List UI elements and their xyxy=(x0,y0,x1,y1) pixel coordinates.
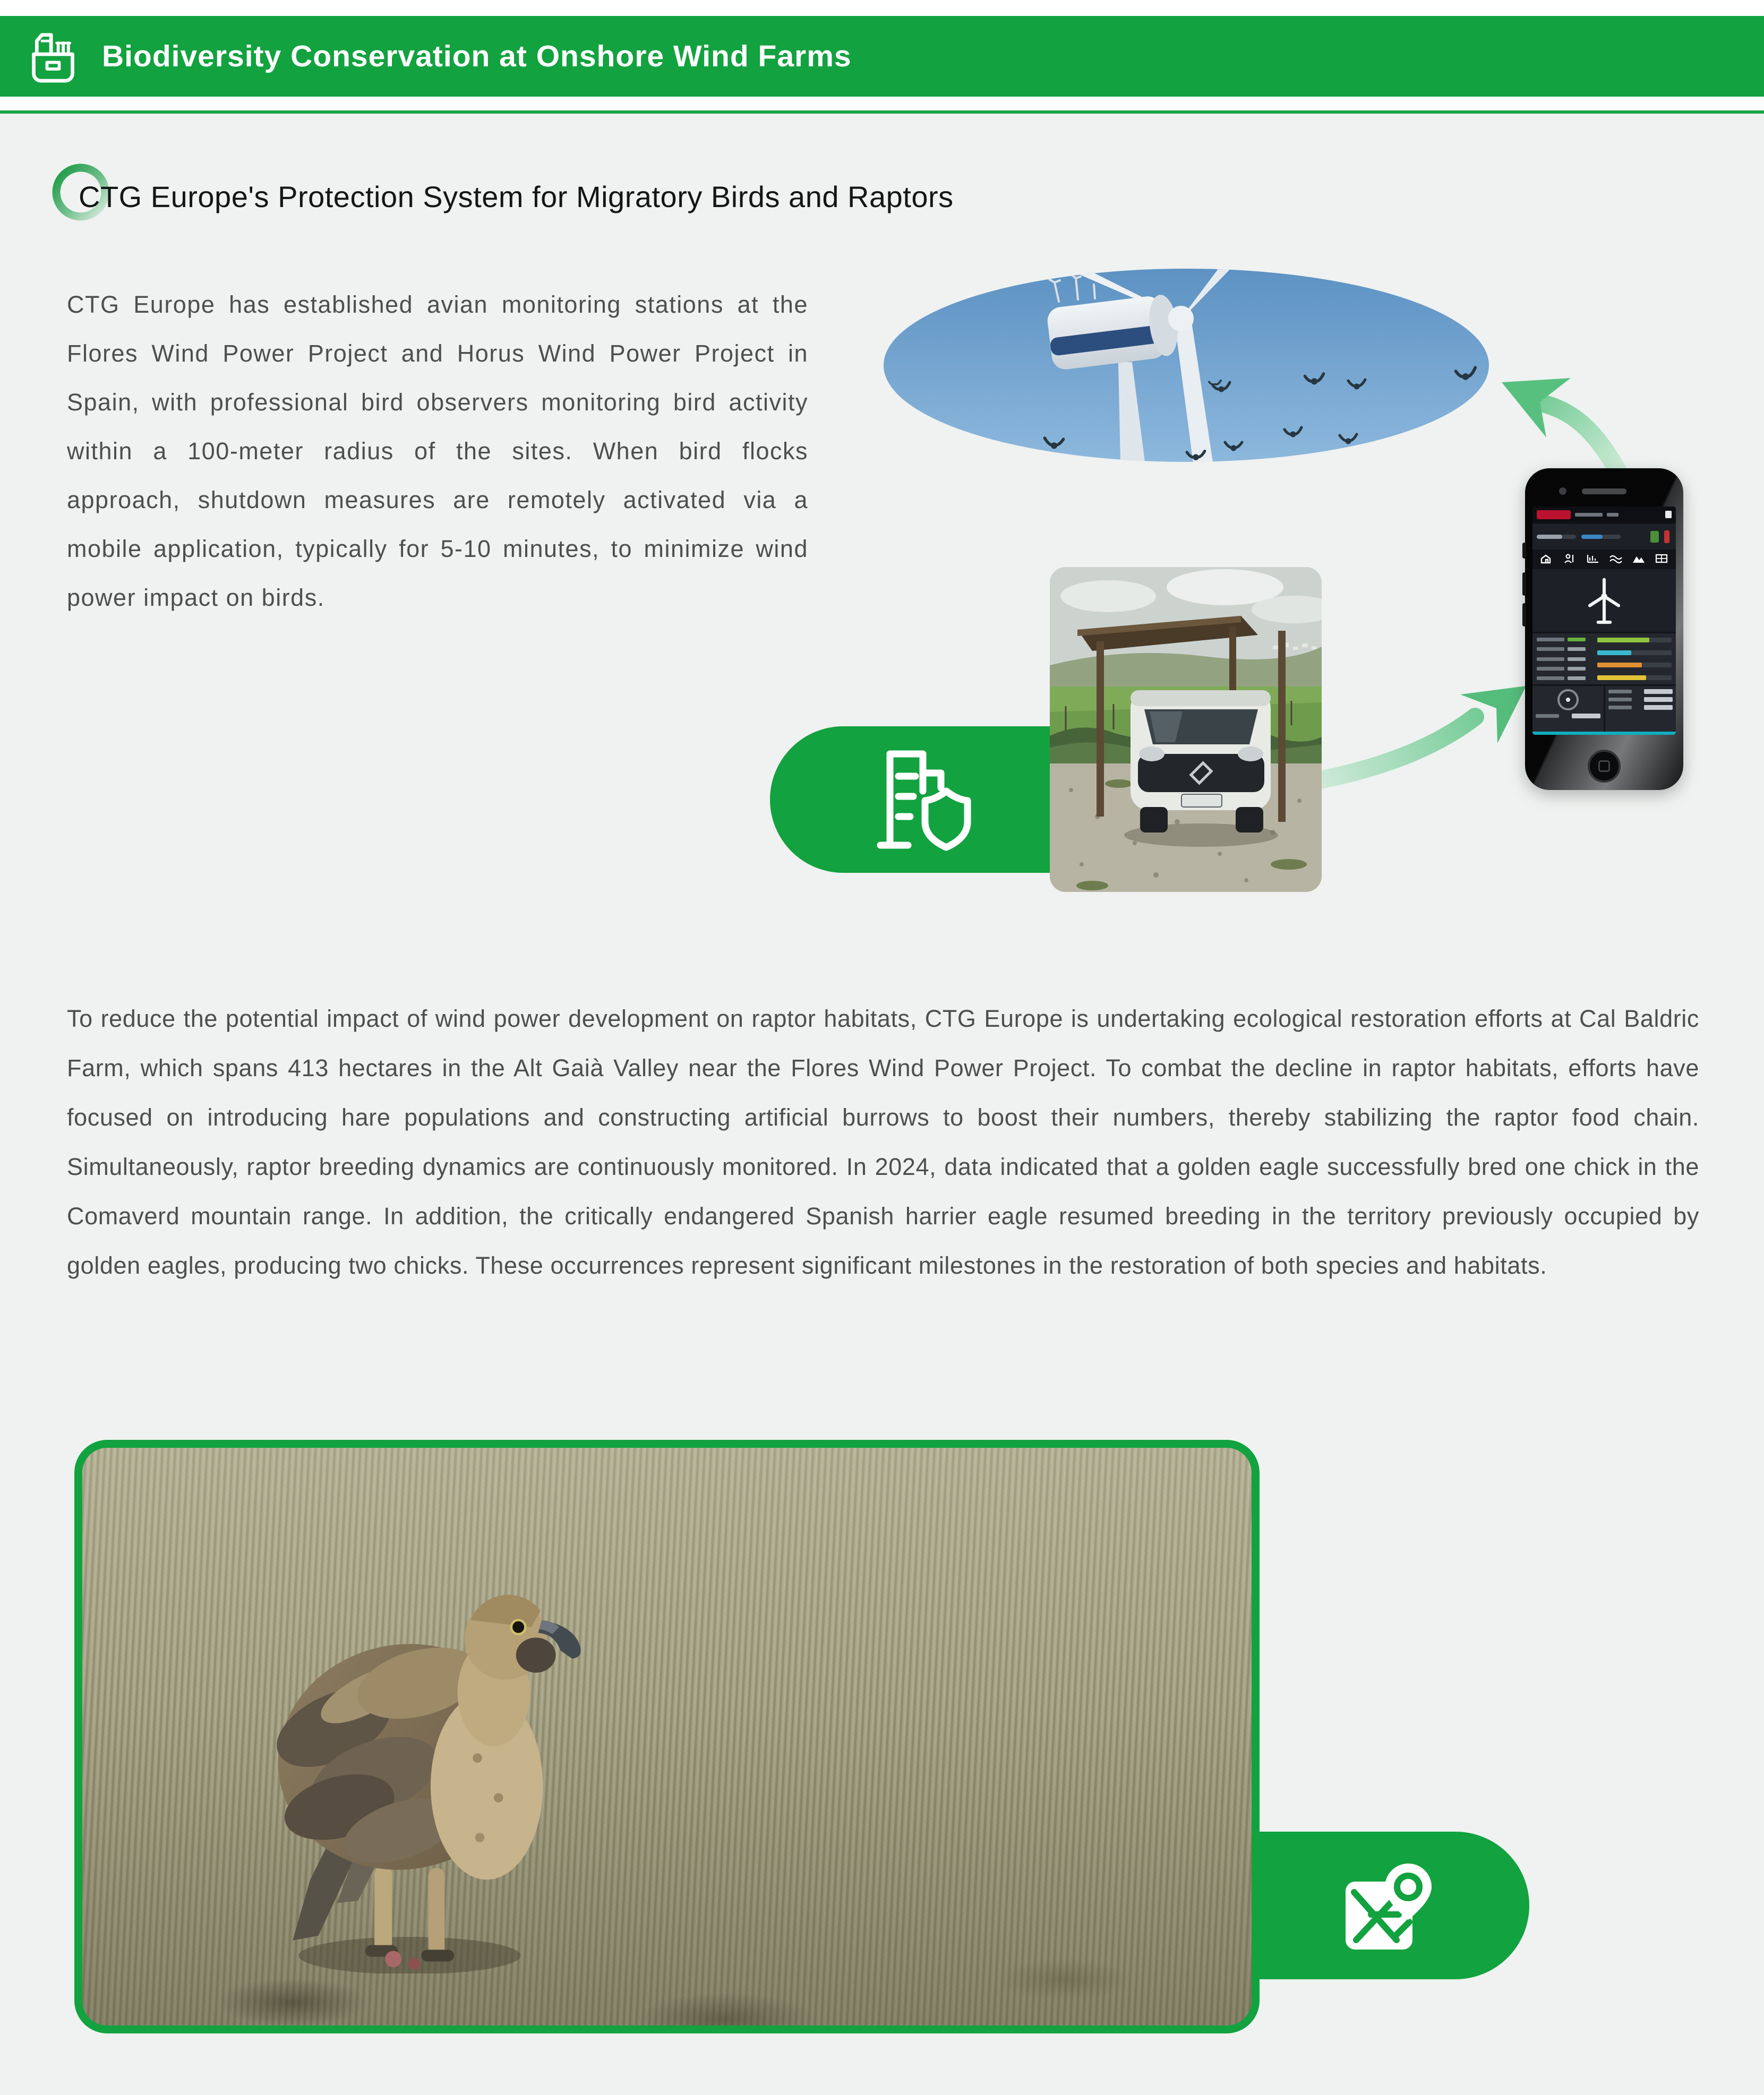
phone-side-button xyxy=(1522,543,1526,559)
app-subtitle-placeholder xyxy=(1607,513,1619,517)
paragraph-monitoring: CTG Europe has established avian monitoring stations at the Flores Wind Power Project and Horus Wind Power Project in Spain, with professional bird observers monitoring bird activity within a 100-meter radius of the sites. When bird flocks approach, shutdown measures are remotely activated via a mobile application, typically for 5-10 minutes, to minimize wind power impact on birds. xyxy=(67,291,808,611)
turbine-view-panel xyxy=(1532,569,1676,632)
wind-turbine-icon xyxy=(1579,573,1630,628)
turbine-status-icon xyxy=(1650,531,1659,543)
header-bar xyxy=(0,16,1764,97)
stat-bar-yellow xyxy=(1597,675,1672,680)
document-shield-icon xyxy=(874,745,975,854)
phone-camera-dot xyxy=(1559,487,1566,495)
map-location-icon xyxy=(1334,1851,1440,1960)
golden-eagle-illustration xyxy=(199,1552,597,1973)
stat-bar-orange xyxy=(1597,663,1672,667)
section-title: CTG Europe's Protection System for Migratory Birds and Raptors xyxy=(79,180,954,213)
phone-speaker xyxy=(1582,488,1626,494)
app-bottom-nav xyxy=(1532,732,1676,735)
header-divider-line xyxy=(0,110,1764,114)
values-panel xyxy=(1605,686,1676,732)
phone-side-button xyxy=(1522,603,1526,626)
gauge-panel xyxy=(1532,686,1604,732)
map-location-badge xyxy=(1248,1832,1529,1979)
phone-side-button xyxy=(1522,572,1526,596)
progress-bar xyxy=(1537,535,1576,539)
alert-status-icon xyxy=(1664,530,1669,543)
app-icon-row xyxy=(1532,549,1676,568)
panel-icon[interactable] xyxy=(1655,553,1668,564)
paragraph-restoration: To reduce the potential impact of wind power development on raptor habitats, CTG Europe is undertaking ecological restoration efforts at Cal Baldric Farm, which spans 413 hectares in the Alt Gaià Valley near the Flores Wind Power Project. To combat the decline in raptor habitats, efforts have focused on introducing hare populations and constructing artificial burrows to boost their numbers, thereby stabilizing the raptor food chain. Simultaneously, raptor breeding dynamics are continuously monitored. In 2024, data indicated that a golden eagle successfully bred one chick in the Comaverd mountain range. In addition, the critically endangered Spanish harrier eagle resumed breeding in the territory previously occupied by golden eagles, producing two chicks. These occurrences represent significant milestones in the restoration of both species and habitats. xyxy=(67,1005,1699,1279)
home-icon[interactable] xyxy=(1540,553,1554,564)
progress-bar xyxy=(1581,535,1621,539)
archive-documents-icon xyxy=(28,30,79,83)
van-under-shelter-illustration xyxy=(1050,567,1322,892)
stat-bar-cyan xyxy=(1597,650,1672,655)
golden-eagle-photo-card xyxy=(74,1440,1260,2033)
chart-icon[interactable] xyxy=(1586,553,1600,564)
turbine-birds-photo xyxy=(884,269,1489,462)
page-title: Biodiversity Conservation at Onshore Wind Farms xyxy=(102,39,852,73)
app-stats-panel xyxy=(1532,633,1676,684)
app-user-icon xyxy=(1665,511,1672,518)
observer-van-photo xyxy=(1050,567,1322,892)
app-status-row xyxy=(1532,524,1676,549)
app-top-bar xyxy=(1532,506,1676,522)
app-logo-badge xyxy=(1537,510,1571,519)
stat-bar-green xyxy=(1597,638,1672,642)
phone-screen xyxy=(1532,506,1676,735)
monitoring-app-phone xyxy=(1525,468,1683,790)
wind-turbine-with-crane-flock-illustration xyxy=(884,269,1489,462)
phone-home-button[interactable] xyxy=(1588,750,1621,783)
wind-direction-gauge xyxy=(1557,689,1579,710)
app-title-placeholder xyxy=(1575,513,1603,517)
mountain-icon[interactable] xyxy=(1632,553,1646,564)
waves-icon[interactable] xyxy=(1609,553,1623,564)
golden-eagle-photo xyxy=(82,1448,1252,2025)
operator-icon[interactable] xyxy=(1563,553,1577,564)
